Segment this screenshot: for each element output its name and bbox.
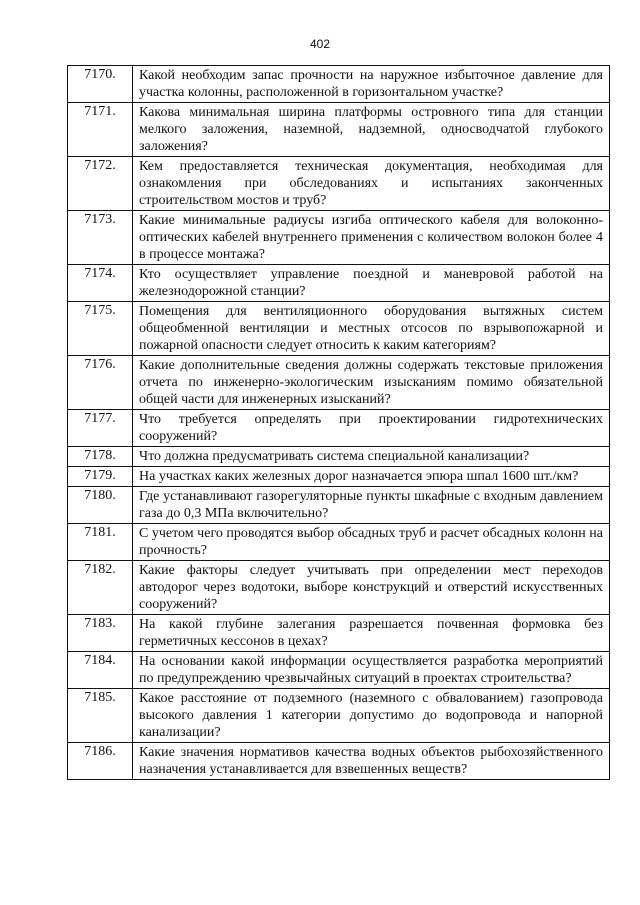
question-number: 7170. bbox=[68, 66, 133, 103]
question-text: Что требуется определять при проектировании гидротехнических сооружений? bbox=[133, 410, 610, 447]
question-text: Кто осуществляет управление поездной и маневровой работой на железнодорожной станции? bbox=[133, 265, 610, 302]
table-row bbox=[68, 157, 610, 211]
table-row bbox=[68, 652, 610, 689]
question-number: 7174. bbox=[68, 265, 133, 302]
question-text: Какой необходим запас прочности на наружное избыточное давление для участка колонны, расположенной в горизонтальном участке? bbox=[133, 66, 610, 103]
question-text: Какое расстояние от подземного (наземного с обвалованием) газопровода высокого давления 1 категории допустимо до водопровода и напорной канализации? bbox=[133, 689, 610, 743]
question-number: 7185. bbox=[68, 689, 133, 743]
table-row bbox=[68, 447, 610, 467]
question-text: На участках каких железных дорог назначается эпюра шпал 1600 шт./км? bbox=[133, 467, 610, 487]
table-row bbox=[68, 487, 610, 524]
question-text: Помещения для вентиляционного оборудования вытяжных систем общеобменной вентиляции и местных отсосов по взрывопожарной и пожарной опасности следует относить к каким категориям? bbox=[133, 302, 610, 356]
question-text: Какова минимальная ширина платформы островного типа для станции мелкого заложения, наземной, надземной, односводчатой глубокого заложения? bbox=[133, 103, 610, 157]
question-text: С учетом чего проводятся выбор обсадных труб и расчет обсадных колонн на прочность? bbox=[133, 524, 610, 561]
question-number: 7178. bbox=[68, 447, 133, 467]
question-text: Какие дополнительные сведения должны содержать текстовые приложения отчета по инженерно-экологическим изысканиям помимо обязательной общей части для инженерных изысканий? bbox=[133, 356, 610, 410]
table-row bbox=[68, 265, 610, 302]
question-number: 7180. bbox=[68, 487, 133, 524]
question-number: 7179. bbox=[68, 467, 133, 487]
table-row bbox=[68, 467, 610, 487]
table-row bbox=[68, 103, 610, 157]
question-text: На основании какой информации осуществляется разработка мероприятий по предупреждению чрезвычайных ситуаций в проектах строительства? bbox=[133, 652, 610, 689]
question-text: Кем предоставляется техническая документация, необходимая для ознакомления при обследованиях и испытаниях законченных строительством мостов и труб? bbox=[133, 157, 610, 211]
table-row bbox=[68, 302, 610, 356]
table-row bbox=[68, 743, 610, 780]
question-number: 7184. bbox=[68, 652, 133, 689]
table-row bbox=[68, 689, 610, 743]
question-text: Какие факторы следует учитывать при определении мест переходов автодорог через водотоки, выборе конструкций и отверстий искусственных сооружений? bbox=[133, 561, 610, 615]
table-row bbox=[68, 561, 610, 615]
page-number: 402 bbox=[309, 37, 331, 51]
table-row bbox=[68, 615, 610, 652]
table-row bbox=[68, 211, 610, 265]
question-number: 7177. bbox=[68, 410, 133, 447]
table-row bbox=[68, 410, 610, 447]
questions-table-body bbox=[68, 66, 610, 780]
question-text: На какой глубине залегания разрешается почвенная формовка без герметичных кессонов в цехах? bbox=[133, 615, 610, 652]
question-text: Какие значения нормативов качества водных объектов рыбохозяйственного назначения устанавливается для взвешенных веществ? bbox=[133, 743, 610, 780]
question-number: 7171. bbox=[68, 103, 133, 157]
table-row bbox=[68, 66, 610, 103]
question-text: Где устанавливают газорегуляторные пункты шкафные с входным давлением газа до 0,3 МПа включительно? bbox=[133, 487, 610, 524]
question-number: 7181. bbox=[68, 524, 133, 561]
question-number: 7183. bbox=[68, 615, 133, 652]
question-number: 7176. bbox=[68, 356, 133, 410]
question-text: Какие минимальные радиусы изгиба оптического кабеля для волоконно-оптических кабелей внутреннего применения с количеством волокон более 4 в процессе монтажа? bbox=[133, 211, 610, 265]
question-text: Что должна предусматривать система специальной канализации? bbox=[133, 447, 610, 467]
question-number: 7182. bbox=[68, 561, 133, 615]
questions-table bbox=[67, 65, 610, 780]
question-number: 7172. bbox=[68, 157, 133, 211]
table-row bbox=[68, 356, 610, 410]
table-row bbox=[68, 524, 610, 561]
question-number: 7186. bbox=[68, 743, 133, 780]
question-number: 7175. bbox=[68, 302, 133, 356]
question-number: 7173. bbox=[68, 211, 133, 265]
